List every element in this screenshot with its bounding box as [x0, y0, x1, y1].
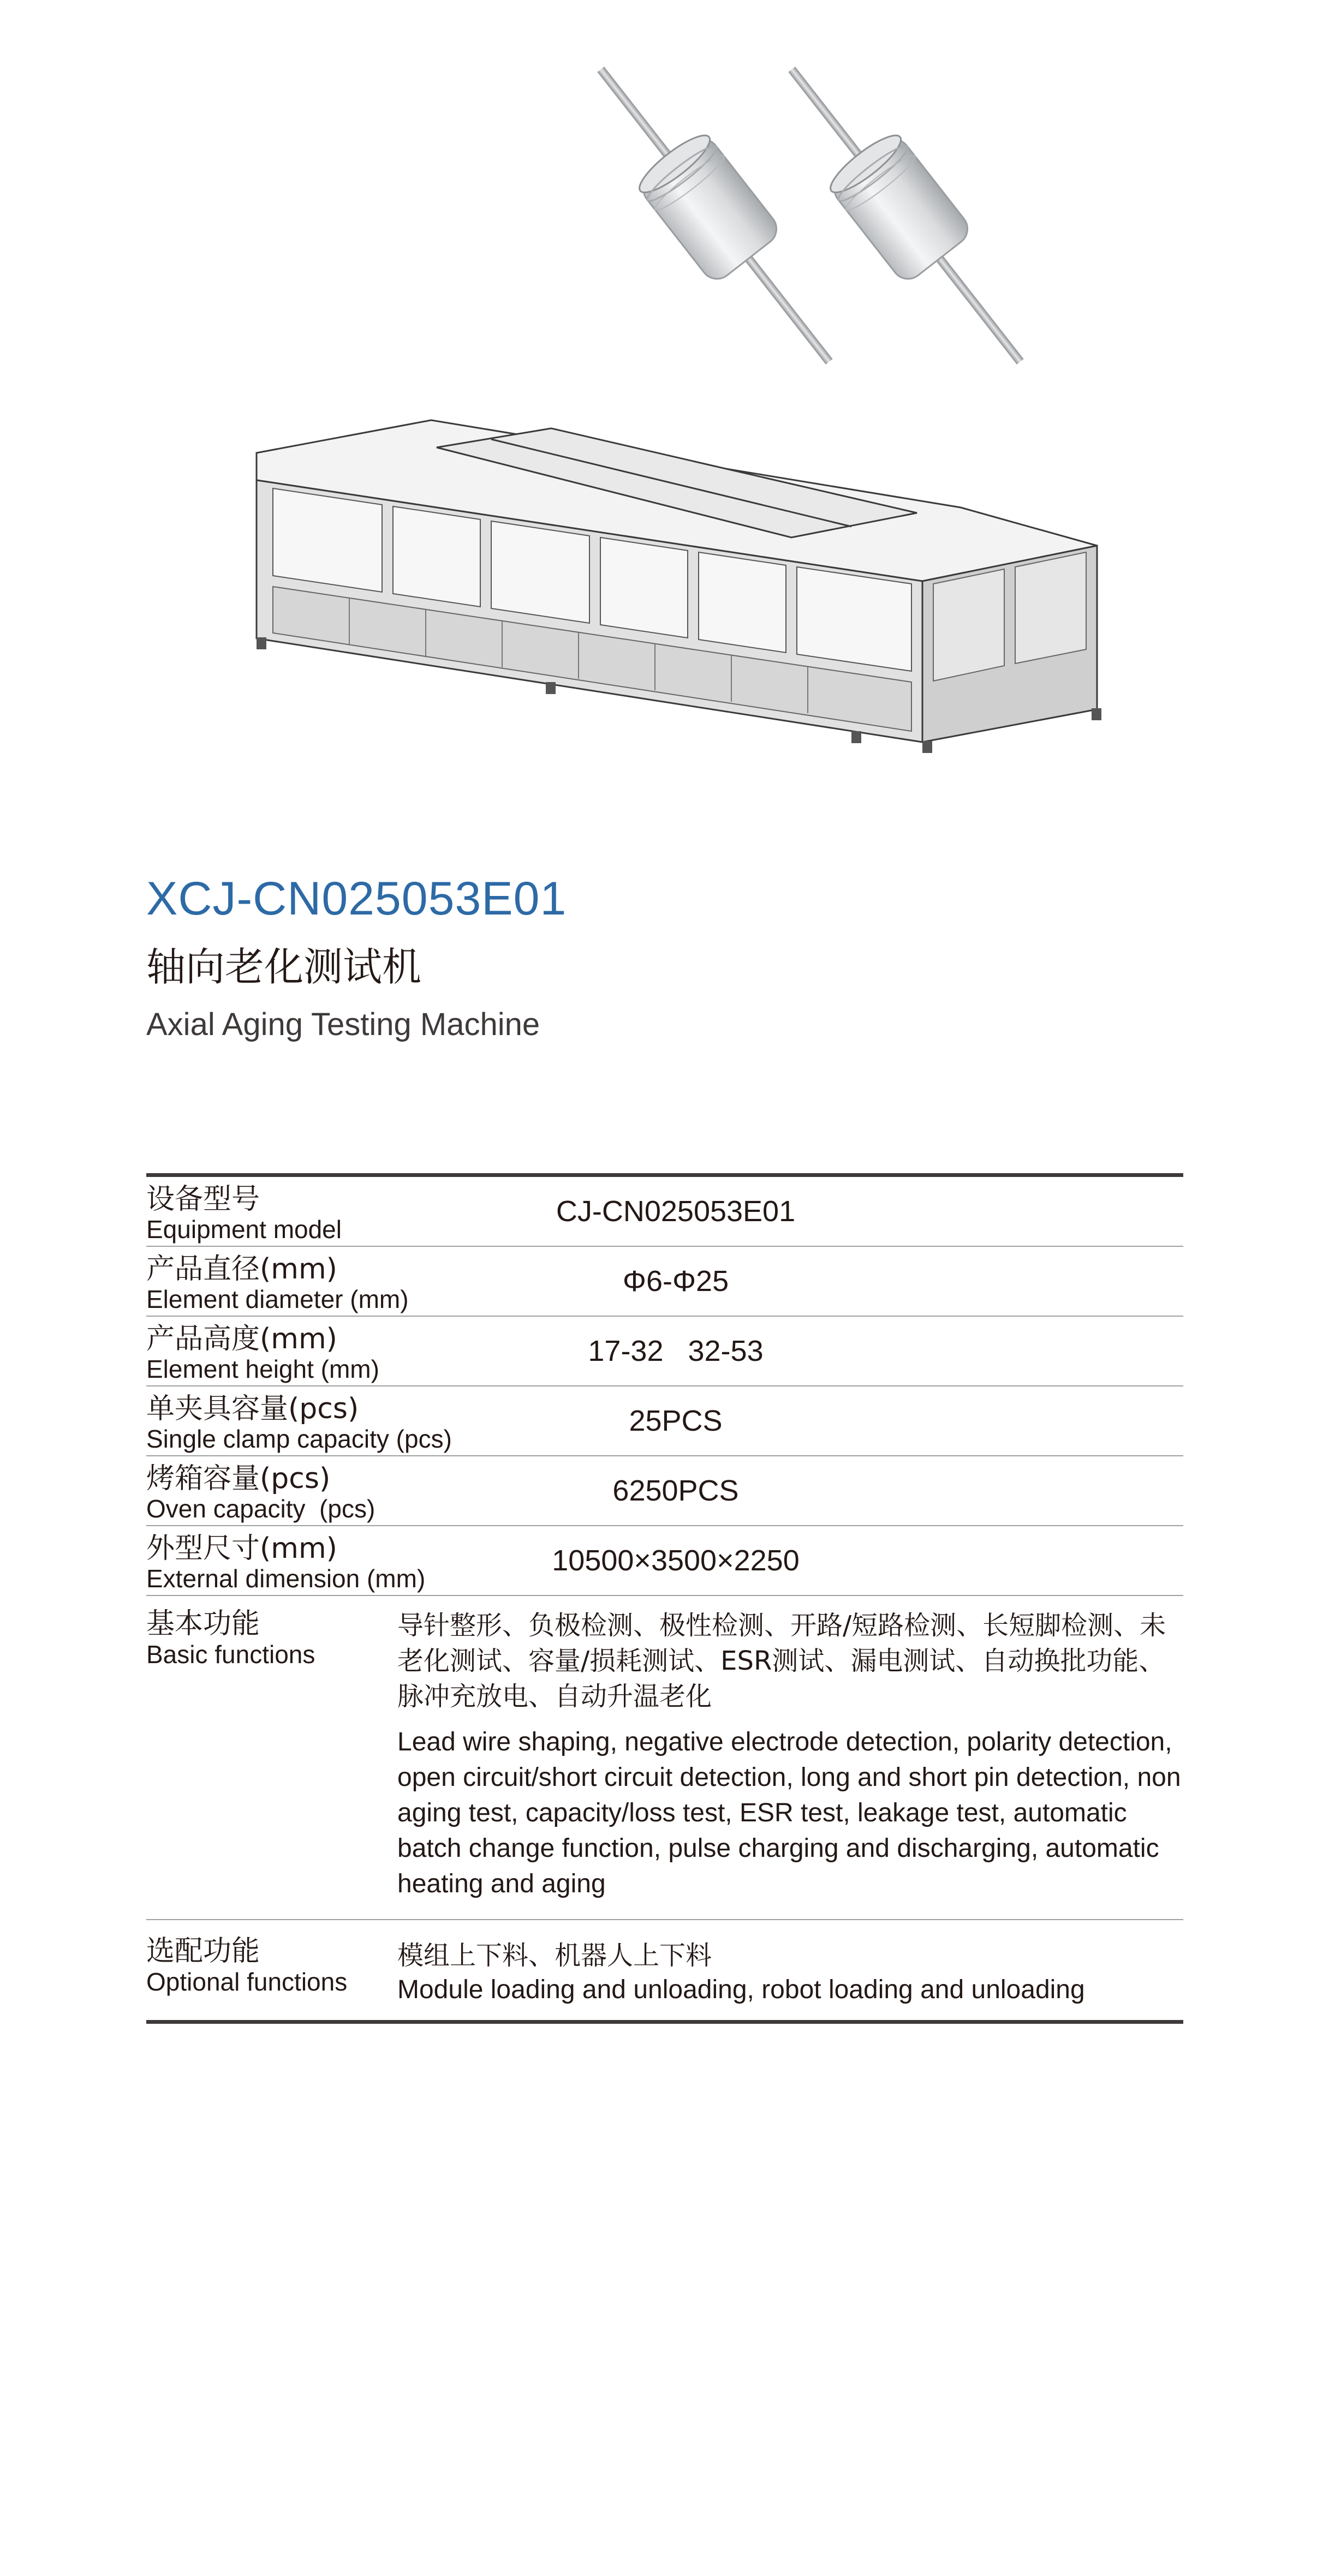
product-title-cn: 轴向老化测试机: [146, 943, 422, 990]
spec-label-en: Equipment model: [146, 1215, 342, 1244]
aging-testing-machine-icon: [257, 420, 1101, 753]
spec-row-clamp-capacity: [146, 1386, 1183, 1456]
spec-label-en: Basic functions: [146, 1640, 315, 1669]
spec-row-oven-capacity: [146, 1456, 1183, 1526]
spec-row-element-diameter: [146, 1247, 1183, 1317]
spec-label: [146, 1456, 452, 1525]
product-illustration: [0, 0, 1335, 818]
spec-label-cn: 选配功能: [146, 1935, 260, 1968]
product-title-en: Axial Aging Testing Machine: [146, 1006, 540, 1042]
spec-label: [146, 1386, 452, 1455]
spec-label-en: Element diameter (mm): [146, 1285, 409, 1314]
basic-functions-body: [397, 1608, 1183, 1902]
spec-label-cn: 烤箱容量(pcs): [146, 1462, 331, 1495]
spec-row-basic-functions: [146, 1596, 1183, 1920]
spec-label-en: Oven capacity (pcs): [146, 1495, 376, 1523]
spec-label-cn: 产品直径(mm): [146, 1252, 337, 1286]
optional-functions-body: [397, 1935, 1183, 2007]
spec-value: 17-32 32-53: [588, 1335, 764, 1367]
spec-label-cn: 单夹具容量(pcs): [146, 1392, 359, 1425]
spec-label-en: External dimension (mm): [146, 1564, 426, 1593]
spec-label: [146, 1317, 452, 1385]
model-code: XCJ-CN025053E01: [146, 872, 567, 925]
spec-row-equipment-model: [146, 1177, 1183, 1247]
spec-value: Φ6-Φ25: [622, 1265, 729, 1298]
spec-value: 6250PCS: [612, 1474, 739, 1507]
basic-functions-en: Lead wire shaping, negative electrode detection, polarity detection, open circuit/short circuit detection, long and short pin detection, non aging test, capacity/loss test, ESR test, leakage test, automatic batch change function, pulse charging and discharging, automatic heating and aging: [397, 1728, 1181, 1898]
spec-label: [146, 1177, 452, 1246]
optional-functions-cn: 模组上下料、机器人上下料: [397, 1940, 712, 1971]
basic-functions-cn: 导针整形、负极检测、极性检测、开路/短路检测、长短脚检测、未老化测试、容量/损耗测试、ESR测试、漏电测试、自动换批功能、脉冲充放电、自动升温老化: [397, 1610, 1166, 1712]
table-bottom-rule: [146, 2020, 1183, 2024]
optional-functions-en: Module loading and unloading, robot loading and unloading: [397, 1975, 1085, 2004]
spec-label-en: Single clamp capacity (pcs): [146, 1425, 452, 1454]
spec-row-optional-functions: [146, 1920, 1183, 2020]
spec-label-cn: 设备型号: [146, 1182, 260, 1216]
spec-label: [146, 1608, 397, 1902]
spec-value: CJ-CN025053E01: [556, 1195, 796, 1228]
spec-label: [146, 1247, 452, 1316]
spec-label-cn: 外型尺寸(mm): [146, 1532, 337, 1565]
axial-capacitor-icon: [567, 43, 864, 389]
spec-label: [146, 1526, 452, 1595]
spec-label-cn: 基本功能: [146, 1607, 260, 1640]
spec-label-en: Element height (mm): [146, 1355, 379, 1384]
spec-value: 10500×3500×2250: [552, 1544, 800, 1577]
product-header: [146, 873, 1183, 1042]
axial-capacitor-icon: [758, 43, 1055, 389]
spec-row-element-height: [146, 1317, 1183, 1386]
spec-label-cn: 产品高度(mm): [146, 1322, 337, 1355]
spec-table: [146, 1173, 1183, 2024]
spec-label: [146, 1935, 397, 2007]
spec-label-en: Optional functions: [146, 1968, 348, 1997]
spec-row-external-dimension: [146, 1526, 1183, 1596]
spec-value: 25PCS: [629, 1404, 723, 1437]
table-top-rule: [146, 1173, 1183, 1177]
